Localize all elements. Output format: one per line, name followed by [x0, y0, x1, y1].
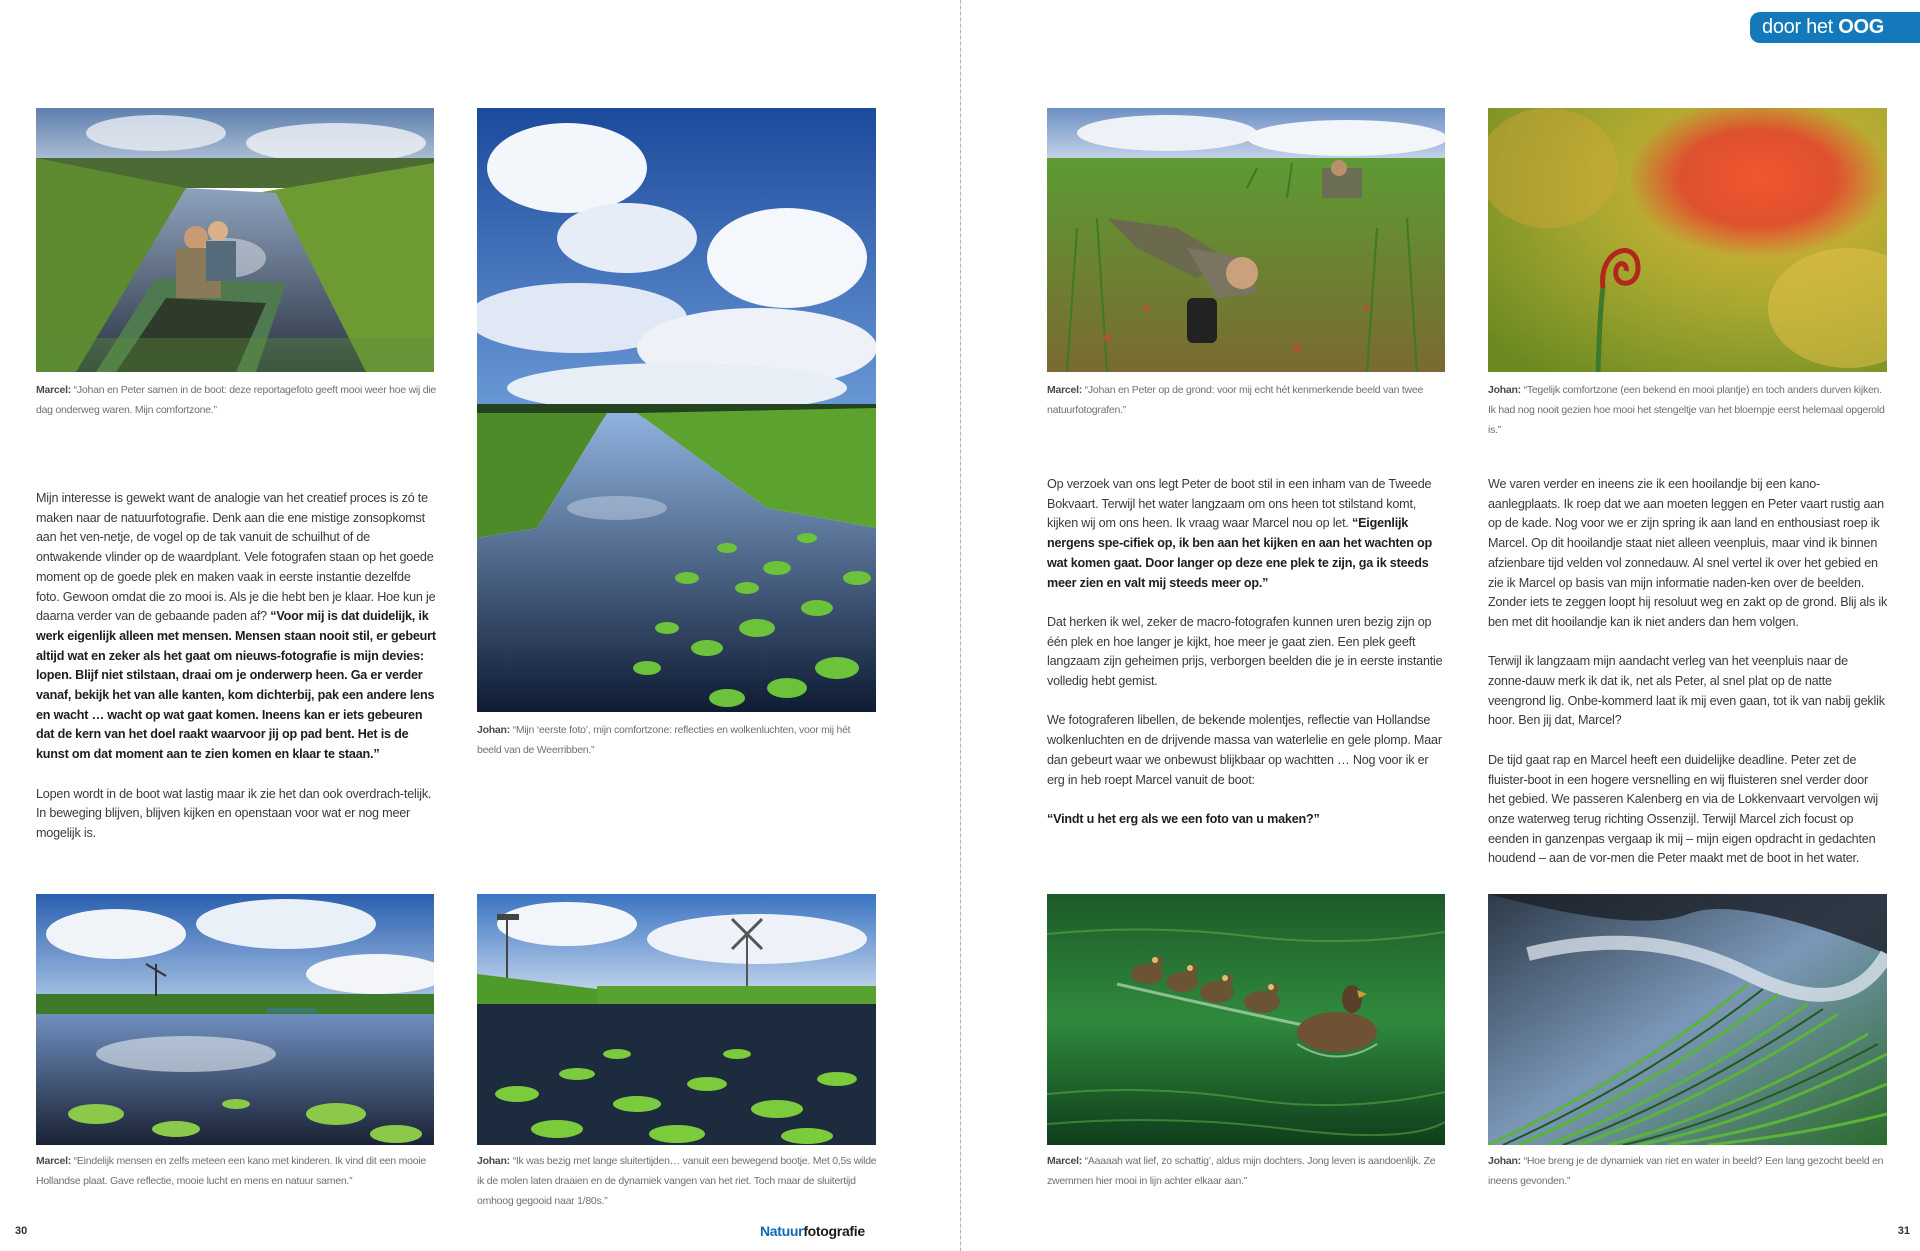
- right-body-column-1: [1047, 475, 1447, 849]
- caption-photo-canoe: [36, 1151, 436, 1191]
- magazine-brand: [760, 1223, 865, 1239]
- caption-photo-boat: [36, 380, 436, 420]
- caption-photo-lilies: [477, 1151, 882, 1211]
- photo-sundew-macro: [1488, 108, 1887, 372]
- paragraph-text: Op verzoek van ons legt Peter de boot stil in een inham van de Tweede Bokvaart. Terwijl het water langzaam om ons heen tot stilstand komt, kijken wij om ons heen. Ik vraag waar Marcel nou op let.: [1047, 477, 1432, 531]
- right-body-column-2: [1488, 475, 1888, 889]
- quote-text: “Voor mij is dat duidelijk, ik werk eigenlijk alleen met mensen. Mensen staan nooit stil, er gebeurt altijd wat en zeker als het gaat om nieuws-fotografie is mijn devies: lopen. Blijf niet stilstaan, draai om je onderwerp heen. Ga er verder vanaf, bekijk het van alle kanten, kom dichterbij, pak een andere lens en wacht … wacht op wat gaat komen. Ineens kan er iets gebeuren dat de kern van het doel raakt waarvoor jij op pad bent. Het is de kunst om dat moment aan te zien komen en klaar te staan.”: [36, 609, 436, 762]
- caption-text: “Aaaaah wat lief, zo schattig’, aldus mijn dochters. Jong leven is aandoenlijk. Ze zwemmen hier mooi in lijn achter elkaar aan.”: [1047, 1155, 1436, 1187]
- caption-text: “Tegelijk comfortzone (een bekend en mooi plantje) en toch anders durven kijken. Ik had nog nooit gezien hoe mooi het stengeltje van het bloempje eerst helemaal opgerold is.”: [1488, 384, 1885, 436]
- photo-photographer-grass: [1047, 108, 1445, 372]
- caption-photo-ducklings: [1047, 1151, 1452, 1191]
- caption-author: Johan:: [1488, 1155, 1521, 1167]
- photo-sky-lilies: [477, 108, 876, 712]
- paragraph: Dat herken ik wel, zeker de macro-fotografen kunnen uren bezig zijn op één plek en hoe langer je kijkt, hoe meer je gaat zien. Een plek geeft langzaam zijn geheimen prijs, verborgen beelden die je in eerste instantie volledig hebt gemist.: [1047, 614, 1443, 689]
- left-body-text: [36, 489, 436, 863]
- quote-text: “Eigenlijk nergens spe-cifiek op, ik ben aan het kijken en aan het wachten op wat komen gaat. Door langer op deze ene plek te zijn, ga ik steeds meer zien en valt mij steeds meer op.”: [1047, 516, 1433, 590]
- caption-text: “Johan en Peter samen in de boot: deze reportagefoto geeft mooi weer hoe wij die dag onderweg waren. Mijn comfortzone.”: [36, 384, 437, 416]
- brand-part-2: fotografie: [803, 1223, 865, 1239]
- caption-author: Johan:: [1488, 384, 1521, 396]
- caption-author: Johan:: [477, 724, 510, 736]
- caption-text: “Johan en Peter op de grond: voor mij echt hét kenmerkende beeld van twee natuurfotografen.”: [1047, 384, 1424, 416]
- paragraph: Lopen wordt in de boot wat lastig maar ik zie het dan ook overdrach-telijk. In beweging blijven, blijven kijken en openstaan voor wat er nog meer mogelijk is.: [36, 786, 432, 840]
- badge-emphasis: OOG: [1838, 16, 1885, 38]
- section-badge: [1750, 12, 1920, 69]
- caption-photo-photographer: [1047, 380, 1447, 420]
- paragraph-text: Mijn interesse is gewekt want de analogie van het creatief proces is zó te maken naar de natuurfotografie. Denk aan die ene mistige zonsopkomst aan het ven-netje, de vogel op de tak vanuit de schuilhut of de ontwakende vlinder op de waardplant. Vele fotografen staan op het goede moment op de goede plek en maken vaak in eerste instantie dezelfde foto. Gewoon omdat die zo mooi is. Als je die hebt ben je klaar. Hoe kun je daarna verder van de gebaande paden af?: [36, 491, 436, 624]
- paragraph: De tijd gaat rap en Marcel heeft een duidelijke deadline. Peter zet de fluister-boot in een hogere versnelling en wij fluisteren snel verder door het gebied. We passeren Kalenberg en via de Lokkenvaart vervolgen wij onze waterweg terug richting Ossenzijl. Terwijl Marcel zich focust op eenden in ganzenpas vergaap ik mij – mijn eigen opdracht in gedachten houdend – aan de vor-men die Peter maakt met de boot in het water.: [1488, 752, 1878, 866]
- photo-canoe-windmill: [36, 894, 434, 1145]
- paragraph: [36, 489, 436, 765]
- caption-text: “Hoe breng je de dynamiek van riet en water in beeld? Een lang gezocht beeld en ineens gevonden.”: [1488, 1155, 1884, 1187]
- caption-text: “Eindelijk mensen en zelfs meteen een kano met kinderen. Ik vind dit een mooie Hollandse plaat. Gave reflectie, mooie lucht en mens en natuur samen.”: [36, 1155, 426, 1187]
- caption-text: “Ik was bezig met lange sluitertijden… vanuit een bewegend bootje. Met 0,5s wilde ik de molen laten draaien en de dynamiek vangen van het riet. Toch maar de sluitertijd omhoog gegooid naar 1/80s.”: [477, 1155, 877, 1207]
- caption-author: Marcel:: [36, 384, 72, 396]
- right-page: [961, 0, 1920, 1251]
- photo-lilies-windmills: [477, 894, 876, 1145]
- caption-author: Marcel:: [1047, 1155, 1083, 1167]
- caption-photo-sundew: [1488, 380, 1888, 440]
- brand-part-1: Natuur: [760, 1223, 804, 1239]
- page-number-right: 31: [1897, 1225, 1910, 1237]
- caption-author: Johan:: [477, 1155, 510, 1167]
- paragraph: We varen verder en ineens zie ik een hooilandje bij een kano-aanlegplaats. Ik roep dat we aan moeten leggen en Peter vaart rustig aan op de kade. Nog voor we er zijn spring ik aan land en enthousiast roep ik Marcel. Op dit hooilandje staat niet alleen veenpluis, maar vind ik binnen afzienbare tijd velden vol zonnedauw. Al snel vertel ik over het gebied en zie ik Marcel op basis van mijn informatie naden-ken over de beelden. Zonder iets te zeggen loopt hij resoluut weg en zakt op de grond. Blij als ik ben met dit hooilandje kan ik niet anders dan hem volgen.: [1488, 477, 1888, 629]
- photo-boat-canal: [36, 108, 434, 372]
- quote-text: “Vindt u het erg als we een foto van u maken?”: [1047, 811, 1320, 826]
- caption-photo-sky: [477, 720, 877, 760]
- photo-abstract-reeds: [1488, 894, 1887, 1145]
- page-number-left: 30: [15, 1225, 28, 1237]
- caption-author: Marcel:: [36, 1155, 72, 1167]
- paragraph: [1047, 475, 1447, 593]
- caption-author: Marcel:: [1047, 384, 1083, 396]
- badge-text: van: [1762, 47, 1794, 69]
- caption-photo-reeds: [1488, 1151, 1893, 1191]
- badge-text: door het: [1762, 16, 1839, 38]
- paragraph: [1047, 810, 1447, 830]
- paragraph: We fotograferen libellen, de bekende molentjes, reflectie van Hollandse wolkenluchten en de drijvende massa van waterlelie en gele plomp. Maar dan gebeurt waar we onbewust blijkbaar op wachtten … Nog voor ik er erg in heb roept Marcel vanuit de boot:: [1047, 713, 1442, 787]
- photo-ducklings: [1047, 894, 1445, 1145]
- paragraph: Terwijl ik langzaam mijn aandacht verleg van het veenpluis naar de zonne-dauw merk ik dat ik, net als Peter, al snel plat op de natte veengrond lig. Onbe-kommerd laat ik mij even gaan, tot ik van nabij geklik hoor. Ben jij dat, Marcel?: [1488, 654, 1885, 728]
- caption-text: “Mijn ‘eerste foto’, mijn comfortzone: reflecties en wolkenluchten, voor mij hét beeld van de Weerribben.”: [477, 724, 851, 756]
